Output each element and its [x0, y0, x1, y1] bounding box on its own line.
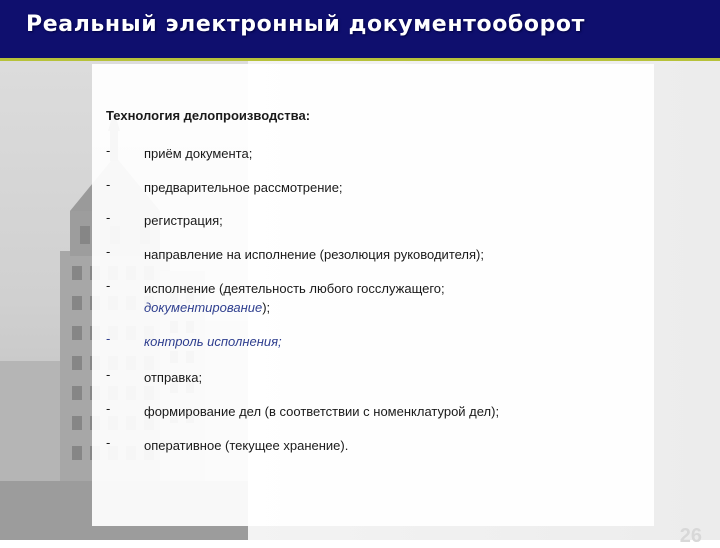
bullet-marker: -: [106, 331, 111, 346]
bullet-marker: -: [106, 435, 111, 450]
list-item-text: направление на исполнение (резолюция руководителя);: [144, 247, 484, 262]
bullet-marker: -: [106, 278, 111, 293]
list-item-text: [144, 279, 614, 317]
bullet-marker: -: [106, 367, 111, 382]
list-heading: Технология делопроизводства:: [106, 108, 311, 123]
list-item-text: приём документа;: [144, 146, 253, 161]
list-item-text: предварительное рассмотрение;: [144, 180, 343, 195]
bullet-marker: -: [106, 143, 111, 158]
list-item-tail-text: );: [262, 300, 271, 315]
page-number: 26: [679, 525, 702, 547]
emphasis-text: документирование: [144, 300, 263, 315]
list-item-text: контроль исполнения;: [144, 334, 282, 349]
bullet-marker: -: [106, 401, 111, 416]
slide-title: Реальный электронный документооборот: [26, 12, 585, 37]
list-item-main-text: исполнение (деятельность любого госслужащего;: [144, 281, 445, 296]
list-item-text: отправка;: [144, 370, 203, 385]
bullet-marker: -: [106, 244, 111, 259]
list-item-text: формирование дел (в соответствии с номенклатурой дел);: [144, 404, 500, 419]
list-item-text: оперативное (текущее хранение).: [144, 438, 349, 453]
title-bar: [0, 0, 720, 58]
list-item-text: регистрация;: [144, 213, 223, 228]
bullet-marker: -: [106, 210, 111, 225]
bullet-marker: -: [106, 177, 111, 192]
